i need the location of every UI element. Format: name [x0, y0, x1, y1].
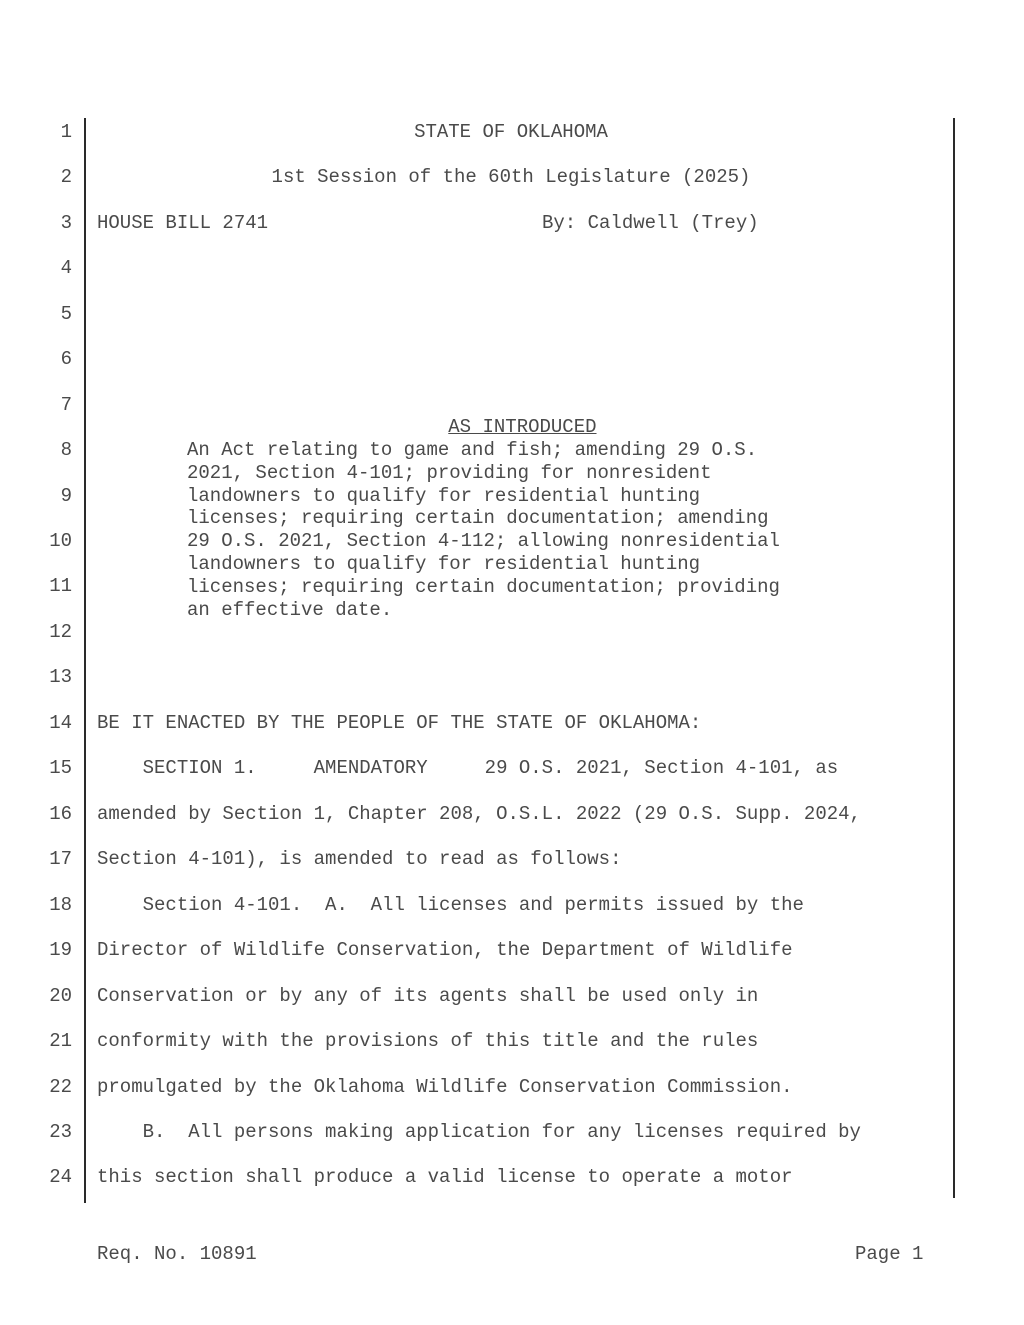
line-number: 21 [49, 1030, 72, 1052]
state-heading: STATE OF OKLAHOMA [414, 121, 608, 143]
line-number: 22 [49, 1076, 72, 1098]
as-introduced-label: AS INTRODUCED [448, 416, 597, 438]
page-number: Page 1 [855, 1243, 924, 1265]
line-number: 15 [49, 757, 72, 779]
abstract-line: An Act relating to game and fish; amending 29 O.S. [187, 439, 758, 461]
body-line: conformity with the provisions of this title and the rules [97, 1030, 759, 1052]
line-number: 7 [60, 394, 72, 416]
line-number: 9 [60, 485, 72, 507]
line-number: 6 [60, 348, 72, 370]
abstract-line: licenses; requiring certain documentation; providing [187, 575, 780, 598]
right-margin-rule [953, 118, 955, 1198]
abstract-line: 2021, Section 4-101; providing for nonresident [187, 461, 712, 484]
body-line: this section shall produce a valid license to operate a motor [97, 1166, 793, 1188]
abstract-line: landowners to qualify for residential hunting [187, 484, 701, 507]
line-number: 19 [49, 939, 72, 961]
body-line: Director of Wildlife Conservation, the Department of Wildlife [97, 939, 793, 961]
bill-author: By: Caldwell (Trey) [542, 212, 759, 234]
line-number: 3 [60, 212, 72, 234]
line-number: 20 [49, 985, 72, 1007]
line-number: 13 [49, 666, 72, 688]
abstract-line: landowners to qualify for residential hunting [187, 552, 701, 575]
body-line: amended by Section 1, Chapter 208, O.S.L. 2022 (29 O.S. Supp. 2024, [97, 803, 861, 825]
line-number: 8 [60, 439, 72, 461]
abstract-line: an effective date. [187, 598, 393, 621]
line-number: 2 [60, 166, 72, 188]
line-number: 24 [49, 1166, 72, 1188]
abstract-line: licenses; requiring certain documentation; amending [187, 507, 769, 530]
line-number: 10 [49, 530, 72, 552]
line-number: 11 [49, 575, 72, 597]
enacting-clause: BE IT ENACTED BY THE PEOPLE OF THE STATE OF OKLAHOMA: [97, 712, 702, 734]
abstract-line: 29 O.S. 2021, Section 4-112; allowing nonresidential [187, 530, 780, 553]
body-line: B. All persons making application for any licenses required by [97, 1121, 861, 1143]
body-line: Section 4-101. A. All licenses and permits issued by the [97, 894, 804, 916]
line-number: 1 [60, 121, 72, 143]
session-heading: 1st Session of the 60th Legislature (2025) [271, 166, 751, 188]
bill-abstract [187, 439, 837, 621]
body-line: promulgated by the Oklahoma Wildlife Conservation Commission. [97, 1076, 793, 1098]
line-number: 4 [60, 257, 72, 279]
line-number: 14 [49, 712, 72, 734]
body-line: Section 4-101), is amended to read as follows: [97, 848, 622, 870]
line-number: 18 [49, 894, 72, 916]
body-line: Conservation or by any of its agents shall be used only in [97, 985, 759, 1007]
line-number: 5 [60, 303, 72, 325]
status-heading [97, 394, 925, 438]
body-line: SECTION 1. AMENDATORY 29 O.S. 2021, Section 4-101, as [97, 757, 839, 779]
line-number: 17 [49, 848, 72, 870]
request-number: Req. No. 10891 [97, 1243, 257, 1265]
line-number: 16 [49, 803, 72, 825]
line-number: 23 [49, 1121, 72, 1143]
line-number: 12 [49, 621, 72, 643]
left-margin-rule [84, 118, 86, 1203]
bill-number: HOUSE BILL 2741 [97, 212, 269, 234]
